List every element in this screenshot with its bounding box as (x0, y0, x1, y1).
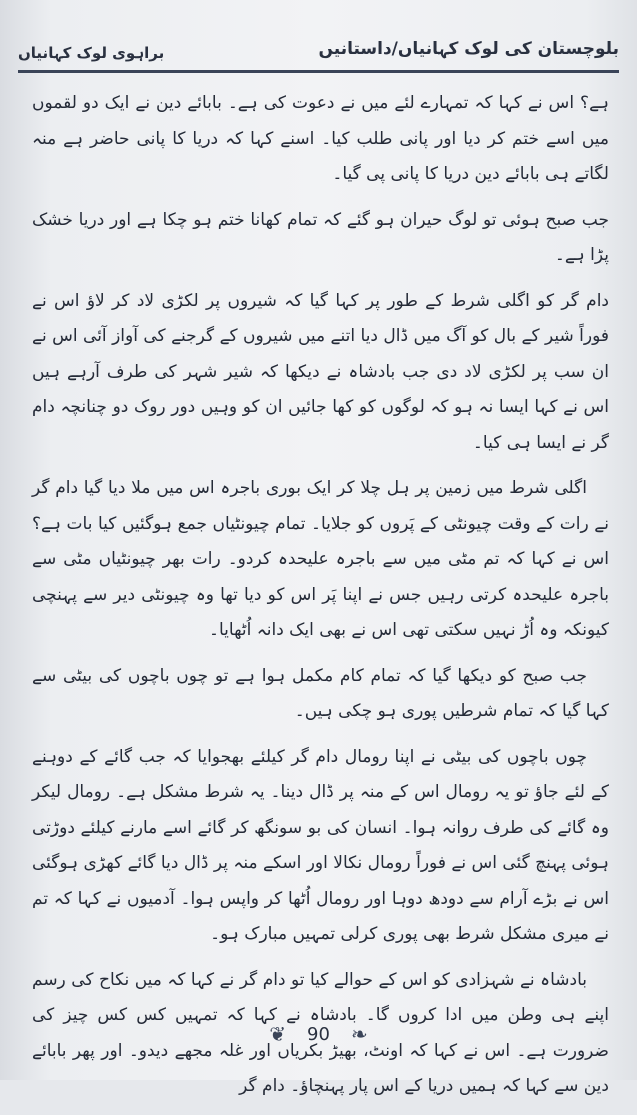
page-body (32, 86, 609, 1115)
ornament-left-icon: ❦ (269, 1022, 286, 1046)
paragraph-6: چوں باچوں کی بیٹی نے اپنا رومال دام گر کیلئے بھجوایا کہ جب گائے کے دوہنے کے لئے جاؤ تو یہ رومال اس کے منہ پر ڈال دینا۔ یہ شرط مشکل ہے۔ رومال لیکر وہ گائے کی طرف روانہ ہوا۔ انسان کی بو سونگھ کر گائے اسے مارنے کیلئے دوڑتی ہوئی پہنچ گئی اس نے فوراً رومال نکالا اور اسکے منہ پر ڈال دیا گائے کھڑی ہوگئی اس نے بڑے آرام سے دودھ دوہا اور رومال اُٹھا کر واپس ہوا۔ آدمیوں نے کہا کہ تم نے میری مشکل شرط بھی پوری کرلی تمہیں مبارک ہو۔ (32, 746, 609, 944)
header-rule (18, 70, 619, 73)
paragraph-3: دام گر کو اگلی شرط کے طور پر کہا گیا کہ شیروں پر لکڑی لاد کر لاؤ اس نے فوراً شیر کے بال کو آگ میں ڈال دیا اتنے میں شیروں کے گرجنے کی آواز آئی اس نے ان سب پر لکڑی لاد دی جب بادشاہ نے دیکھا کہ شیر شہر کی طرف آرہے ہیں اس نے کہا ایسا نہ ہو کہ لوگوں کو کھا جائیں ان کو وہیں دور روک دو چنانچہ دام گر نے ایسا ہی کیا۔ (32, 290, 609, 453)
paragraph-4: اگلی شرط میں زمین پر ہل چلا کر ایک بوری باجرہ اس میں ملا دیا گیا دام گر نے رات کے وقت چیونٹی کے پَروں کو جلایا۔ تمام چیونٹیاں جمع ہوگئیں کیا بات ہے؟ اس نے کہا کہ تم مٹی میں سے باجرہ علیحدہ کردو۔ رات بھر چیونٹیاں مٹی سے باجرہ علیحدہ کرتی رہیں جس نے اپنا پَر اس کو دیا تھا وہ چیونٹی دیر سے پہنچی کیونکہ وہ اُڑ نہیں سکتی تھی اس نے بھی ایک دانہ اُٹھایا۔ (32, 478, 609, 640)
paragraph-1: ہے؟ اس نے کہا کہ تمہارے لئے میں نے دعوت کی ہے۔ بابائے دین نے ایک دو لقموں میں اسے ختم کر دیا اور پانی طلب کیا۔ اسنے کہا کہ دریا کا پانی حاضر ہے منہ لگاتے ہی بابائے دین دریا کا پانی پی گیا۔ (32, 93, 609, 184)
book-title: براہوی لوک کہانیاں (18, 44, 165, 62)
paragraph-2: جب صبح ہوئی تو لوگ حیران ہو گئے کہ تمام کھانا ختم ہو چکا ہے اور دریا خشک پڑا ہے۔ (32, 209, 609, 265)
running-header (18, 36, 619, 70)
page-footer (0, 1022, 637, 1052)
paragraph-7: بادشاہ نے شہزادی کو اس کے حوالے کیا تو دام گر نے کہا کہ میں نکاح کی رسم اپنے ہی وطن میں ادا کروں گا۔ بادشاہ نے کہا کہ تمہیں کس کس چیز کی ضرورت ہے۔ اس نے کہا کہ اونٹ، بھیڑ بکریاں اور غلہ مجھے دیدو۔ اور پھر بابائے دین سے کہا کہ ہمیں دریا کے اس پار پہنچاؤ۔ دام گر (32, 969, 609, 1096)
page-number: 90 (307, 1023, 330, 1045)
ornament-right-icon: ❧ (351, 1022, 368, 1046)
series-title: بلوچستان کی لوک کہانیاں/داستانیں (318, 39, 619, 59)
paragraph-5: جب صبح کو دیکھا گیا کہ تمام کام مکمل ہوا ہے تو چوں باچوں کی بیٹی سے کہا گیا کہ تمام شرطیں پوری ہو چکی ہیں۔ (32, 665, 609, 721)
